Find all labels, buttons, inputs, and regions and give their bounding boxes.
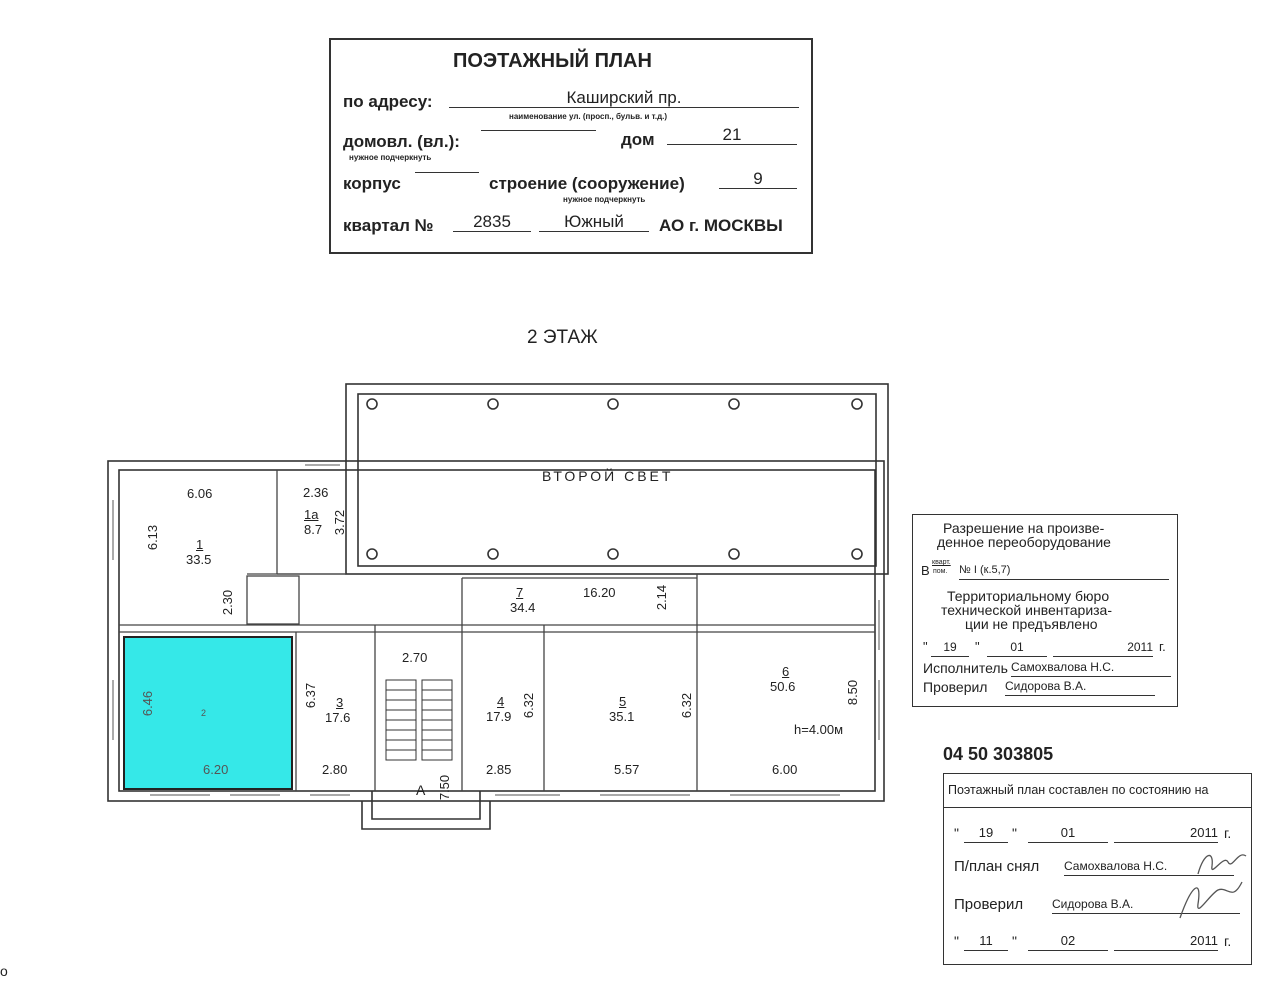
permit-quote-open: " xyxy=(923,639,928,654)
room-7-number: 7 xyxy=(516,585,524,600)
room-3-number: 3 xyxy=(336,695,344,710)
state-quote-close: " xyxy=(1012,825,1017,841)
column-mark xyxy=(488,399,498,409)
wall-small-vestibule xyxy=(247,576,299,624)
entrance-annex xyxy=(362,791,490,829)
state-year-2: 2011 xyxy=(1114,932,1218,951)
floor-title: 2 ЭТАЖ xyxy=(527,327,598,348)
permit-checker-value: Сидорова В.А. xyxy=(1005,677,1155,696)
state-year: 2011 xyxy=(1114,824,1218,843)
kvartal-value: 2835 xyxy=(453,213,531,232)
address-hint: наименование ул. (просп., бульв. и т.д.) xyxy=(509,112,668,121)
dim-637: 6.37 xyxy=(303,682,319,709)
okrug-suffix: АО г. МОСКВЫ xyxy=(659,216,783,235)
room-1-area: 33.5 xyxy=(186,552,212,567)
address-value: Каширский пр. xyxy=(449,89,799,108)
state-month-2: 02 xyxy=(1028,932,1108,951)
dim-230: 2.30 xyxy=(220,589,236,616)
room-1a-number: 1а xyxy=(304,507,319,522)
address-label: по адресу: xyxy=(343,92,433,111)
domovl-hint: нужное подчеркнуть xyxy=(349,153,432,162)
column-mark xyxy=(852,549,862,559)
permit-year: 2011 xyxy=(1053,638,1153,657)
state-year-suffix: г. xyxy=(1224,825,1232,841)
state-year2-suffix: г. xyxy=(1224,933,1232,949)
inventory-number: 04 50 303805 xyxy=(943,744,1054,764)
column-mark xyxy=(852,399,862,409)
permit-executor-value: Самохвалова Н.С. xyxy=(1011,658,1171,677)
column-mark xyxy=(488,549,498,559)
room-6-area: 50.6 xyxy=(770,679,796,694)
okrug-value: Южный xyxy=(539,213,649,232)
permit-v-label: В xyxy=(921,563,930,578)
corner-mark: о xyxy=(0,963,8,979)
permit-box xyxy=(912,514,1178,707)
dim-600: 6.00 xyxy=(772,762,798,777)
dim-613: 6.13 xyxy=(145,524,161,551)
dim-557: 5.57 xyxy=(614,762,640,777)
stroenie-label: строение (сооружение) xyxy=(489,174,685,193)
state-title-divider xyxy=(944,807,1251,808)
room-5-area: 35.1 xyxy=(609,709,635,724)
state-taken-value: Самохвалова Н.С. xyxy=(1064,857,1234,876)
state-box xyxy=(943,773,1252,965)
permit-bureau-2: технической инвентариза- xyxy=(941,602,1113,618)
dim-280: 2.80 xyxy=(322,762,348,777)
domovl-label: домовл. (вл.): xyxy=(343,132,460,151)
header-title: ПОЭТАЖНЫЙ ПЛАН xyxy=(453,50,652,72)
column-mark xyxy=(608,399,618,409)
permit-month: 01 xyxy=(987,638,1047,657)
permit-bureau-3: ции не предъявлено xyxy=(965,616,1098,632)
permit-v-frac-top: кварт. xyxy=(932,559,951,566)
second-light-label: ВТОРОЙ СВЕТ xyxy=(542,468,674,484)
dim-285: 2.85 xyxy=(486,762,512,777)
state-title: Поэтажный план составлен по состоянию на xyxy=(948,783,1209,797)
state-quote-open: " xyxy=(954,825,959,841)
permit-checker-label: Проверил xyxy=(923,679,988,695)
permit-v-frac-bottom: пом. xyxy=(933,568,948,575)
stroenie-value: 9 xyxy=(719,170,797,189)
room-3-area: 17.6 xyxy=(325,710,351,725)
dim-850: 8.50 xyxy=(845,679,861,706)
permit-executor-label: Исполнитель xyxy=(923,660,1008,676)
room-1-number: 1 xyxy=(196,537,204,552)
state-day: 19 xyxy=(964,824,1008,843)
room-5-number: 5 xyxy=(619,694,627,709)
permit-day: 19 xyxy=(931,638,969,657)
column-mark xyxy=(729,399,739,409)
permit-v-value: № I (к.5,7) xyxy=(959,561,1169,580)
permit-title-2: денное переоборудование xyxy=(937,534,1111,550)
state-checked-label: Проверил xyxy=(954,896,1024,913)
signature-checked xyxy=(1172,874,1247,924)
permit-year-suffix: г. xyxy=(1159,639,1166,654)
highlighted-room-mark: 2 xyxy=(201,708,207,718)
column-mark xyxy=(367,549,377,559)
room-1a-area: 8.7 xyxy=(304,522,323,537)
room-7-area: 34.4 xyxy=(510,600,536,615)
permit-bureau-1: Территориальному бюро xyxy=(947,588,1110,604)
dom-value: 21 xyxy=(667,126,797,145)
kvartal-label: квартал № xyxy=(343,216,434,235)
korpus-label: корпус xyxy=(343,174,401,193)
entrance-label: А xyxy=(416,782,426,798)
state-quote-close-2: " xyxy=(1012,933,1017,949)
room-4-area: 17.9 xyxy=(486,709,512,724)
permit-title-1: Разрешение на произве- xyxy=(943,520,1105,536)
dim-372: 3.72 xyxy=(332,509,348,536)
dom-label: дом xyxy=(621,130,655,149)
dim-620: 6.20 xyxy=(203,762,229,777)
dim-606: 6.06 xyxy=(187,486,213,501)
dim-270: 2.70 xyxy=(402,650,428,665)
stroenie-hint: нужное подчеркнуть xyxy=(563,195,646,204)
state-day-2: 11 xyxy=(964,932,1008,951)
column-mark xyxy=(729,549,739,559)
dim-646: 6.46 xyxy=(140,690,156,717)
state-checked-value: Сидорова В.А. xyxy=(1052,895,1240,914)
permit-quote-close: " xyxy=(975,639,980,654)
height-note: h=4.00м xyxy=(794,722,844,737)
room-4-number: 4 xyxy=(497,694,505,709)
state-quote-open-2: " xyxy=(954,933,959,949)
dim-632a: 6.32 xyxy=(521,692,537,719)
dim-632b: 6.32 xyxy=(679,692,695,719)
dim-750: 7.50 xyxy=(437,774,453,801)
dim-236: 2.36 xyxy=(303,485,329,500)
state-taken-label: П/план снял xyxy=(954,858,1040,875)
dim-1620: 16.20 xyxy=(583,585,616,600)
room-6-number: 6 xyxy=(782,664,790,679)
column-mark xyxy=(367,399,377,409)
dim-214: 2.14 xyxy=(654,584,670,611)
state-month: 01 xyxy=(1028,824,1108,843)
column-mark xyxy=(608,549,618,559)
